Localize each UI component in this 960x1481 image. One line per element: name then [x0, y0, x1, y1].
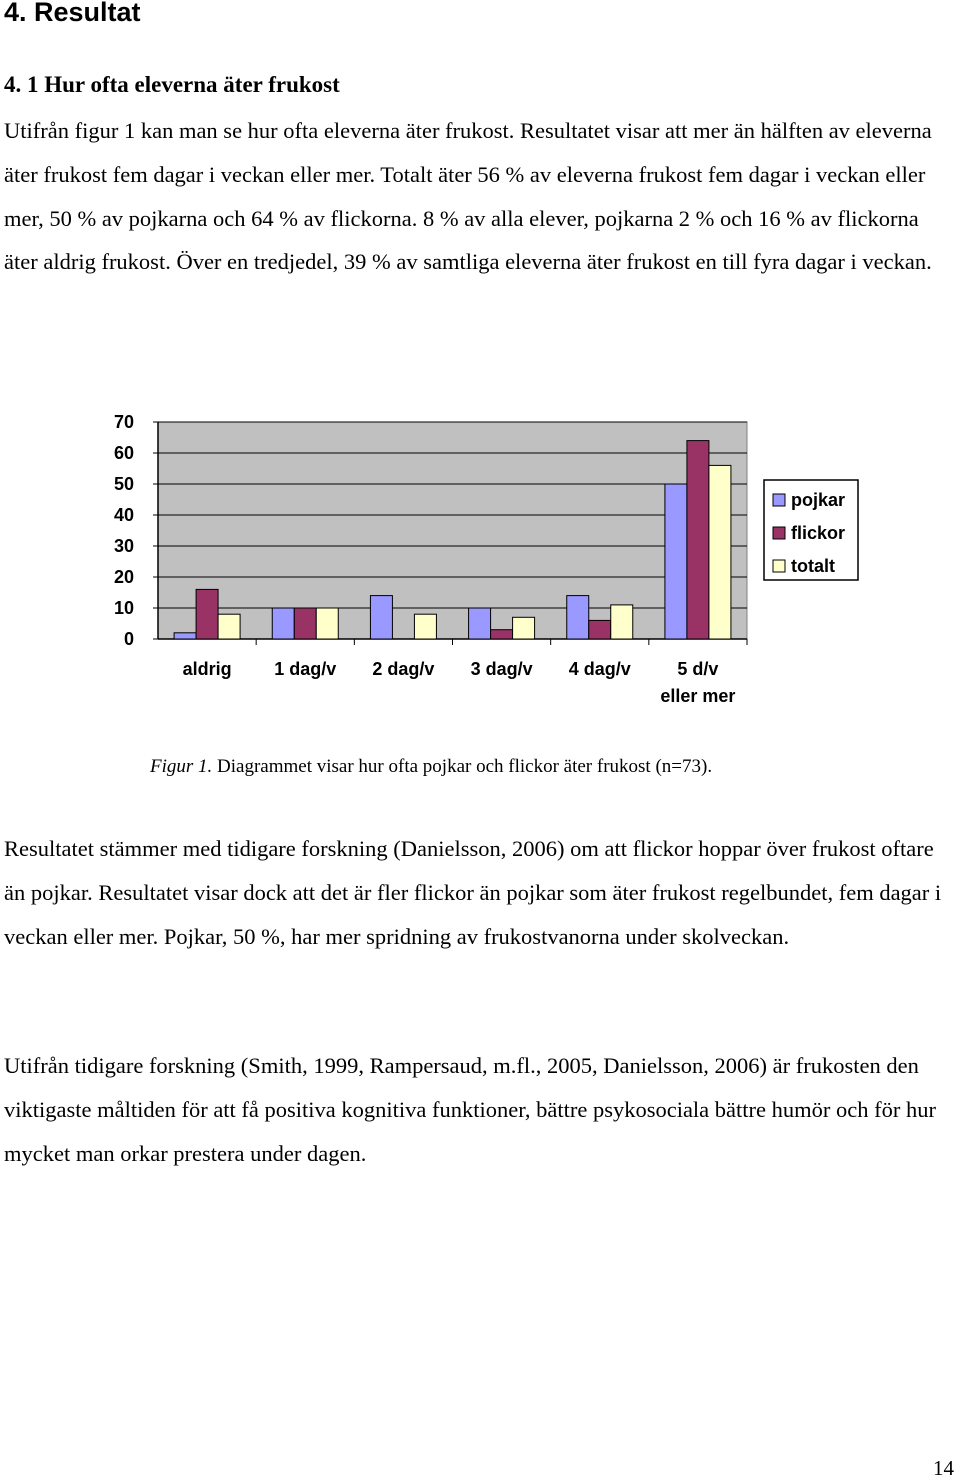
figure-caption-label: Figur 1. — [150, 756, 213, 777]
x-tick-label: 3 dag/v — [470, 659, 533, 679]
page-number: 14 — [933, 1456, 954, 1480]
subsection-title: 4. 1 Hur ofta eleverna äter frukost — [4, 72, 340, 97]
legend-swatch-totalt — [773, 560, 785, 572]
y-tick-label: 20 — [113, 567, 134, 587]
legend-swatch-flickor — [773, 527, 785, 539]
x-tick-label: eller mer — [660, 686, 736, 706]
figure-caption — [150, 754, 712, 780]
bar-pojkar — [665, 484, 687, 639]
y-tick-label: 10 — [113, 598, 134, 618]
legend-label-pojkar: pojkar — [791, 490, 846, 510]
legend-label-totalt: totalt — [791, 556, 835, 576]
x-tick-label: 1 dag/v — [274, 659, 337, 679]
x-tick-label: 5 d/v — [677, 659, 719, 679]
bar-totalt — [513, 617, 535, 639]
x-tick-label: aldrig — [182, 659, 232, 679]
paragraph-research: Utifrån tidigare forskning (Smith, 1999, Rampersaud, m.fl., 2005, Danielsson, 2006) är frukosten den viktigaste måltiden för att få positiva kognitiva funktioner, bättre psykosociala bättre humör och för hur mycket man orkar prestera under dagen. — [4, 1053, 936, 1166]
y-tick-label: 70 — [113, 412, 134, 432]
x-tick-label: 4 dag/v — [568, 659, 631, 679]
bar-flickor — [687, 441, 709, 639]
legend-swatch-pojkar — [773, 494, 785, 506]
legend-label-flickor: flickor — [791, 523, 846, 543]
bar-totalt — [218, 614, 240, 639]
section-title: 4. Resultat — [4, 0, 141, 27]
bar-flickor — [491, 630, 513, 639]
bar-pojkar — [272, 608, 294, 639]
bar-totalt — [316, 608, 338, 639]
bar-totalt — [414, 614, 436, 639]
y-tick-label: 40 — [113, 505, 134, 525]
plot-area — [158, 422, 747, 639]
bar-pojkar — [469, 608, 491, 639]
x-tick-label: 2 dag/v — [372, 659, 435, 679]
breakfast-frequency-chart — [0, 400, 960, 720]
y-tick-label: 0 — [123, 629, 134, 649]
bar-flickor — [589, 620, 611, 639]
bar-pojkar — [567, 596, 589, 639]
bar-pojkar — [174, 633, 196, 639]
y-tick-label: 60 — [113, 443, 134, 463]
figure-caption-text: Diagrammet visar hur ofta pojkar och flickor äter frukost (n=73). — [212, 756, 713, 777]
paragraph-intro: Utifrån figur 1 kan man se hur ofta eleverna äter frukost. Resultatet visar att mer än hälften av eleverna äter frukost fem dagar i veckan eller mer. Totalt äter 56 % av eleverna frukost fem dagar i veckan eller mer, 50 % av pojkarna och 64 % av flickorna. 8 % av alla elever, pojkarna 2 % och 16 % av flickorna äter aldrig frukost. Över en tredjedel, 39 % av samtliga eleverna äter frukost en till fyra dagar i veckan. — [4, 118, 932, 275]
bar-totalt — [709, 465, 731, 639]
bar-pojkar — [370, 596, 392, 639]
bar-flickor — [196, 589, 218, 639]
y-tick-label: 30 — [113, 536, 134, 556]
paragraph-comparison: Resultatet stämmer med tidigare forskning (Danielsson, 2006) om att flickor hoppar över frukost oftare än pojkar. Resultatet visar dock att det är fler flickor än pojkar som äter frukost regelbundet, fem dagar i veckan eller mer. Pojkar, 50 %, har mer spridning av frukostvanorna under skolveckan. — [4, 836, 942, 949]
bar-totalt — [611, 605, 633, 639]
bar-flickor — [294, 608, 316, 639]
y-tick-label: 50 — [113, 474, 134, 494]
